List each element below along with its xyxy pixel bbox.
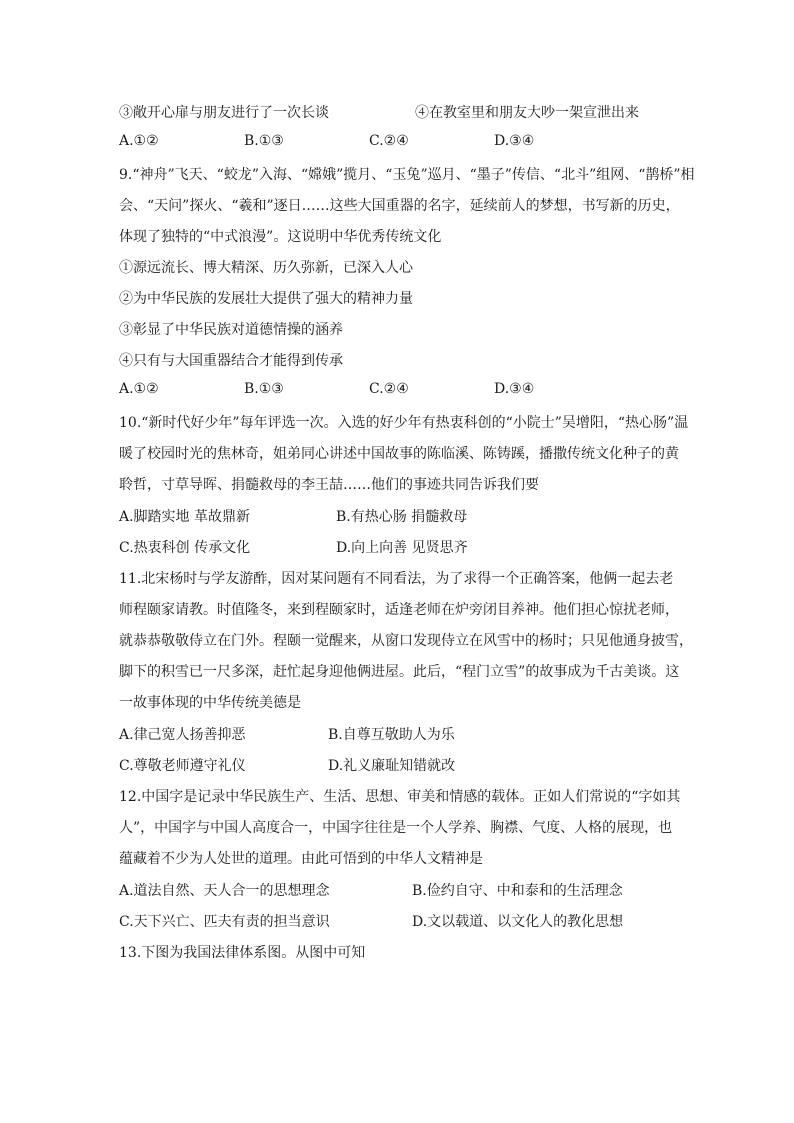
q10-choice-a: A.脚踏实地 革故鼎新 <box>119 509 251 525</box>
q8-choice-c: C.②④ <box>369 133 409 149</box>
q8-option-4: ④在教室里和朋友大吵一架宣泄出来 <box>415 105 639 121</box>
q9-stem-line-1: 9.“神舟”飞天、“蛟龙”入海、“嫦娥”揽月、“玉兔”巡月、“墨子”传信、“北斗”组网、“鹊桥”相 <box>119 167 695 183</box>
q12-stem-line-3: 蕴藏着不少为人处世的道理。由此可悟到的中华人文精神是 <box>119 851 483 867</box>
q11-choice-d: D.礼义廉耻知错就改 <box>328 758 456 774</box>
q12-choice-b: B.俭约自守、中和泰和的生活理念 <box>412 883 623 899</box>
q10-choice-d: D.向上向善 见贤思齐 <box>336 540 468 556</box>
q11-choice-b: B.自尊互敬助人为乐 <box>328 727 455 743</box>
q10-stem-line-2: 暖了校园时光的焦林奇，姐弟同心讲述中国故事的陈临溪、陈铸蹊，播撒传统文化种子的黄 <box>119 446 679 462</box>
q13-stem-line-1: 13.下图为我国法律体系图。从图中可知 <box>119 945 366 961</box>
q12-stem-line-2: 人”，中国字与中国人高度合一，中国字往往是一个人学养、胸襟、气度、人格的展现，也 <box>119 820 673 836</box>
q12-choice-a: A.道法自然、天人合一的思想理念 <box>119 883 330 899</box>
q11-stem-line-5: 一故事体现的中华传统美德是 <box>119 695 301 711</box>
q10-choice-c: C.热衷科创 传承文化 <box>119 540 251 556</box>
q11-stem-line-1: 11.北宋杨时与学友游酢，因对某问题有不同看法，为了求得一个正确答案，他俩一起去老 <box>119 571 674 587</box>
q8-option-3: ③敞开心扉与朋友进行了一次长谈 <box>119 105 329 121</box>
q10-stem-line-1: 10.“新时代好少年”每年评选一次。入选的好少年有热衷科创的“小院士”吴增阳，“热心肠”温 <box>119 415 689 431</box>
q8-choice-d: D.③④ <box>494 133 535 149</box>
q12-choice-d: D.文以载道、以文化人的教化思想 <box>412 914 624 930</box>
q11-stem-line-4: 脚下的积雪已一尺多深，赶忙起身迎他俩进屋。此后，“程门立雪”的故事成为千古美谈。这 <box>119 664 680 680</box>
q9-choice-d: D.③④ <box>494 381 535 397</box>
q8-choice-b: B.①③ <box>244 133 284 149</box>
q9-stem-line-2: 会、“天问”探火、“羲和”逐日……这些大国重器的名字，延续前人的梦想，书写新的历史， <box>119 198 680 214</box>
q9-item-4: ④只有与大国重器结合才能得到传承 <box>119 353 343 369</box>
q10-stem-line-3: 聆哲，寸草导晖、捐髓救母的李王喆……他们的事迹共同告诉我们要 <box>119 477 539 493</box>
q9-item-1: ①源远流长、博大精深、历久弥新，已深入人心 <box>119 260 413 276</box>
q12-stem-line-1: 12.中国字是记录中华民族生产、生活、思想、审美和情感的载体。正如人们常说的“字如其 <box>119 789 681 805</box>
q9-stem-line-3: 体现了独特的“中式浪漫”。这说明中华优秀传统文化 <box>119 229 442 245</box>
q12-choice-c: C.天下兴亡、匹夫有责的担当意识 <box>119 914 330 930</box>
q11-choice-c: C.尊敬老师遵守礼仪 <box>119 758 246 774</box>
q10-choice-b: B.有热心肠 捐髓救母 <box>336 509 468 525</box>
q11-stem-line-2: 师程颐家请教。时值隆冬，来到程颐家时，适逢老师在炉旁闭目养神。他们担心惊扰老师， <box>119 602 679 618</box>
q9-choice-c: C.②④ <box>369 381 409 397</box>
q9-choice-a: A.①② <box>119 381 159 397</box>
q9-item-2: ②为中华民族的发展壮大提供了强大的精神力量 <box>119 291 413 307</box>
q11-choice-a: A.律己宽人扬善抑恶 <box>119 727 246 743</box>
q8-choice-a: A.①② <box>119 133 159 149</box>
q11-stem-line-3: 就恭恭敬敬侍立在门外。程颐一觉醒来，从窗口发现侍立在风雪中的杨时；只见他通身披雪， <box>119 633 693 649</box>
q9-choice-b: B.①③ <box>244 381 284 397</box>
q9-item-3: ③彰显了中华民族对道德情操的涵养 <box>119 322 343 338</box>
